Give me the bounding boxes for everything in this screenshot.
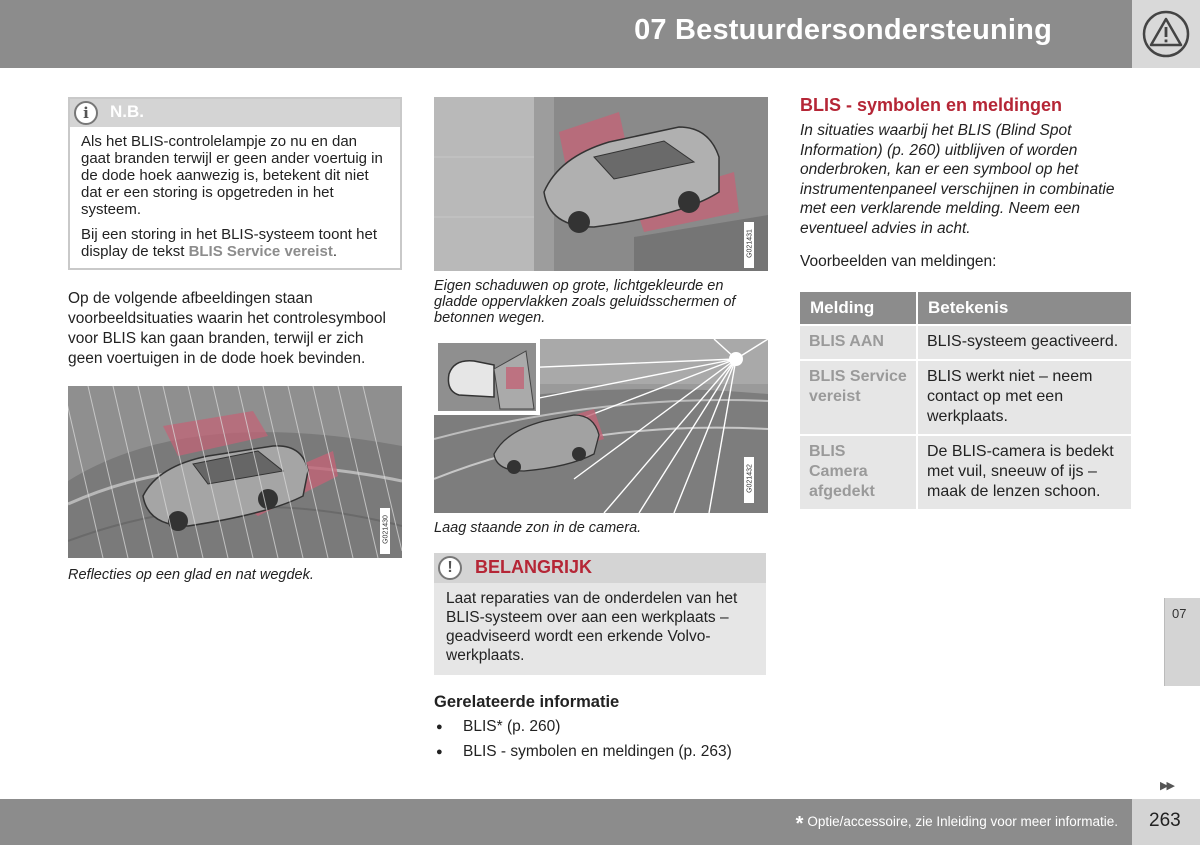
meaning-cell: BLIS werkt niet – neem contact op met een werkplaats. xyxy=(917,360,1131,435)
important-text: Laat reparaties van de onderdelen van het BLIS-systeem over aan een werkplaats – geadviseerd wordt een erkende Volvo-werkplaats. xyxy=(446,590,738,664)
low-sun-illustration xyxy=(434,339,768,513)
column-1 xyxy=(68,97,402,583)
note-para2-end: . xyxy=(332,243,337,260)
table-row xyxy=(800,360,1131,435)
wet-road-car-image xyxy=(68,386,402,558)
message-cell: BLIS AAN xyxy=(800,325,917,360)
figure-code: G021432 xyxy=(744,457,754,503)
note-paragraph-1: Als het BLIS-controlelampje zo nu en dan gaat branden terwijl er geen ander voertuig in de dode hoek aanwezig is, betekent dit niet dat er een storing is opgetreden in het systeem. xyxy=(81,133,383,218)
exclamation-icon: ! xyxy=(438,556,462,580)
figure-code: G021431 xyxy=(744,222,754,268)
important-label: BELANGRIJK xyxy=(475,557,593,577)
meaning-cell: De BLIS-camera is bedekt met vuil, sneeuw of ijs – maak de lenzen schoon. xyxy=(917,435,1131,509)
chapter-icon-box xyxy=(1132,0,1200,68)
column-header-melding: Melding xyxy=(800,292,917,325)
warning-triangle-icon xyxy=(1142,10,1190,58)
note-label: N.B. xyxy=(110,102,144,121)
section-intro: In situaties waarbij het BLIS (Blind Spot Information) (p. 260) uitblijven of worden onderbroken, kan er een symbool op het instrumentenpaneel verschijnen in combinatie met een verklarende melding. Neem een eventueel advies in acht. xyxy=(800,122,1115,237)
table-row xyxy=(800,325,1131,360)
intro-paragraph: Op de volgende afbeeldingen staan voorbeeldsituaties waarin het controlesymbool voor BLIS kan gaan branden, terwijl er zich geen voertuigen in de dode hoek bevinden. xyxy=(68,290,386,367)
message-cell: BLIS Service vereist xyxy=(800,360,917,435)
important-box xyxy=(434,553,766,675)
footer-star: * xyxy=(795,813,804,835)
important-header xyxy=(434,553,766,583)
figure-code: G021430 xyxy=(380,508,390,554)
figure-caption-reflections: Reflecties op een glad en nat wegdek. xyxy=(68,567,314,583)
related-info-list xyxy=(434,717,768,762)
page-header xyxy=(0,0,1132,68)
table-header-row xyxy=(800,292,1131,325)
shadow-wall-illustration xyxy=(434,97,768,271)
column-3 xyxy=(800,95,1132,509)
note-header xyxy=(70,99,400,127)
messages-table xyxy=(800,292,1131,509)
wet-road-illustration xyxy=(68,386,402,558)
page-number: 263 xyxy=(1149,810,1181,831)
chapter-side-tab[interactable] xyxy=(1164,598,1200,686)
section-title: BLIS - symbolen en meldingen xyxy=(800,95,1063,115)
chapter-tab-label: 07 xyxy=(1172,606,1187,621)
chapter-title: 07 Bestuurdersondersteuning xyxy=(634,14,1052,46)
shadow-wall-car-image xyxy=(434,97,768,271)
note-body xyxy=(70,127,400,268)
column-2 xyxy=(434,97,768,762)
examples-label: Voorbeelden van meldingen: xyxy=(800,253,997,270)
low-sun-car-image xyxy=(434,339,768,513)
footer-note-text: Optie/accessoire, zie Inleiding voor meer informatie. xyxy=(807,814,1118,829)
figure-caption-shadows: Eigen schaduwen op grote, lichtgekleurde en gladde oppervlakken zoals geluidsschermen of betonnen wegen. xyxy=(434,278,736,326)
footer-note xyxy=(796,813,1118,836)
table-row xyxy=(800,435,1131,509)
figure-caption-low-sun: Laag staande zon in de camera. xyxy=(434,520,642,536)
info-icon: i xyxy=(74,101,98,125)
continue-arrows-icon: ▶▶ xyxy=(1160,780,1173,792)
note-para2-text: Bij een storing in het BLIS-systeem toont het display de tekst xyxy=(81,226,377,260)
message-cell: BLIS Camera afgedekt xyxy=(800,435,917,509)
note-paragraph-2 xyxy=(81,226,390,260)
note-box xyxy=(68,97,402,270)
page-number-box xyxy=(1132,799,1200,845)
blis-service-highlight: BLIS Service vereist xyxy=(188,243,333,260)
column-header-betekenis: Betekenis xyxy=(917,292,1131,325)
related-info-heading: Gerelateerde informatie xyxy=(434,693,620,711)
page-footer xyxy=(0,799,1132,845)
related-link-blis-symbols[interactable]: ● BLIS - symbolen en meldingen (p. 263) xyxy=(434,742,768,762)
meaning-cell: BLIS-systeem geactiveerd. xyxy=(917,325,1131,360)
related-link-blis[interactable]: ● BLIS* (p. 260) xyxy=(434,717,768,737)
